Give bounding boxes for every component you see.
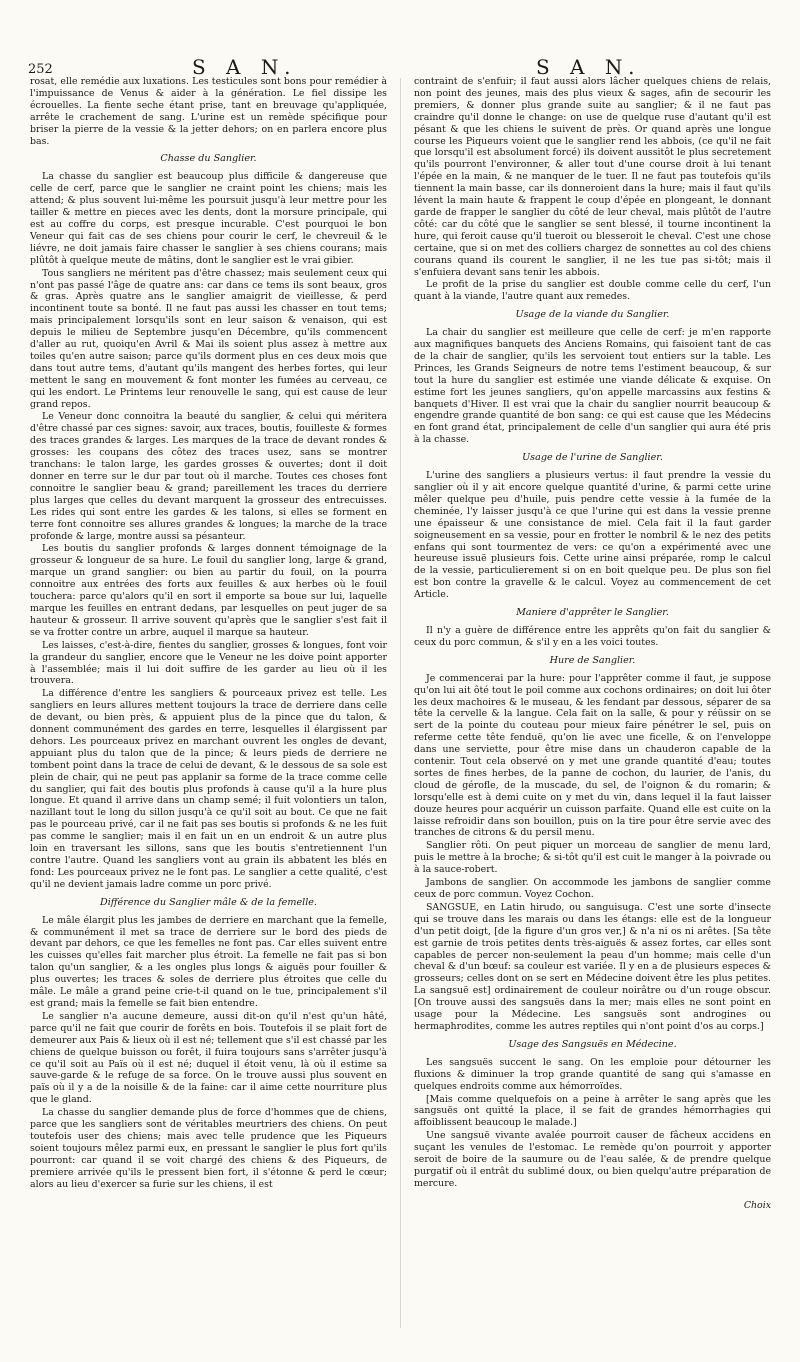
section-heading: Maniere d'apprêter le Sanglier.	[516, 607, 669, 619]
paragraph: [Mais comme quelquefois on a peine à arrêter le sang après que les sangsuës ont quitté la place, il se fait de grandes hémorrhagies qui affoiblissent beaucoup le malade.]	[414, 1093, 771, 1129]
section-heading: Usage des Sangsuës en Médecine.	[508, 1038, 677, 1050]
paragraph: Les laisses, c'est-à-dire, fientes du sanglier, grosses & longues, font voir la grandeur du sanglier, encore que le Veneur ne les doive point apporter à l'assemblée; mais il lui doit suffire de les garder au lieu où il les trouvera.	[30, 639, 387, 687]
paragraph: La différence d'entre les sangliers & pourceaux privez est telle. Les sangliers en leurs allures mettent toujours la trace de derriere dans celle de devant, ou bien près, & appuient plus de la pince que du talon, & donnent communément des gardes en terre, lesquelles il élargissent par dehors. Les pourceaux privez en marchant ouvrent les ongles de devant, appuiant plus du talon que de la pince; & leurs pieds de derriere ne tombent point dans la trace de celui de devant, & le dessous de sa sole est plein de chair, qui ne peut pas applanir sa forme de la trace comme celle du sanglier, qui fait des boutis plus profonds à cause qu'il a la hure plus longue. Et quand il arrive dans un champ semé; il fuit volontiers un talon, nazillant tout le long du sillon jusqu'à ce qu'il soit au bout. Ce que ne fait pas le pourceau privé, car il ne fait pas ses boutis si profonds & ne les fuit pas comme le sanglier; mais il en fait un en un endroit & un autre plus loin en traversant les sillons, sans que les boutis s'entretiennent l'un contre l'autre. Quand les sangliers vont au grain ils abbatent les blés en fond: Les pourceaux privez ne le font pas. Le sanglier a cette qualité, c'est qu'il ne devient jamais ladre comme un porc privé.	[30, 688, 387, 890]
running-head-left: S A N.	[192, 55, 298, 79]
paragraph: Les sangsuës succent le sang. On les emploie pour détourner les fluxions & diminuer la trop grande quantité de sang qui s'amasse en quelques endroits comme aux hémorroïdes.	[414, 1056, 771, 1092]
paragraph: La chair du sanglier est meilleure que celle de cerf: je m'en rapporte aux magnifiques banquets des Anciens Romains, qui faisoient tant de cas de la chair de sanglier, qu'ils les servoient tout entiers sur la table. Les Princes, les Grands Seigneurs de notre tems l'estiment beaucoup, & sur tout la hure du sanglier est estimée une viande délicate & exquise. On estime fort les jeunes sangliers, qu'on appelle marcassins aux festins & banquets d'Hiver. Il est vrai que la chair du sanglier nourrit beaucoup & engendre grande quantité de bon sang: ce qui est cause que les Médecins en font grand état, principalement de celle d'un sanglier qui aura été pris à la chasse.	[414, 327, 771, 446]
section-heading: Usage de la viande du Sanglier.	[515, 309, 670, 321]
running-head-right: S A N.	[536, 55, 642, 79]
paragraph: Tous sangliers ne méritent pas d'être chassez; mais seulement ceux qui n'ont pas passé l'âge de quatre ans: car dans ce tems ils sont beaux, gros & gras. Après quatre ans le sanglier amaigrit de vieillesse, & perd incontinent toute sa bonté. Il ne faut pas aussi les chasser en tout tems; mais principalement lorsqu'ils sont en leur saison & venaison, qui est depuis le milieu de Septembre jusqu'en Décembre, qu'ils commencent d'aller au rut, quoiqu'en Avril & Mai ils soient plus assez à mettre aux toiles qu'en autre saison; parce qu'ils dorment plus en ces deux mois que dans tout autre tems, d'autant qu'ils mangent des herbes fortes, qui leur mettent le sang en mouvement & font monter les fumées au cerveau, ce qui les endort. Le Printems leur renouvelle le sang, qui est cause de leur grand repos.	[30, 267, 387, 410]
paragraph: Les boutis du sanglier profonds & larges donnent témoignage de la grosseur & longueur de sa hure. Le fouil du sanglier long, large & grand, marque un grand sanglier: ou bien au partir du fouil, on la pourra connoitre aux entrées des forts aux feuilles & aux herbes où le fouil touchera: parce qu'alors qu'il en sort il emporte sa boue sur lui, laquelle marque les feuilles en entrant dedans, par lesquelles on peut juger de sa hauteur & grosseur. Il arrive souvent qu'après que le sanglier s'est fait il se va frotter contre un arbre, auquel il marque sa hauteur.	[30, 543, 387, 638]
column-divider	[400, 78, 401, 1328]
paragraph: Le Veneur donc connoitra la beauté du sanglier, & celui qui méritera d'être chassé par ces signes: savoir, aux traces, boutis, fouilleste & formes des traces grandes & larges. Les marques de la trace de devant rondes & grosses: les coupans des côtez des traces usez, sans se montrer tranchans: le talon large, les gardes grosses & ouvertes; dont il doit donner en terre sur le dur par tout où il marche. Toutes ces choses font connoitre le sanglier beau & grand; pareillement les traces du derriere plus larges que celles du devant marquent la grosseur des entrecuisses. Les rides qui sont entre les gardes & les talons, si elles se forment en terre font connoitre ses allures grandes & longues; la marche de la trace profonde & large, montre aussi sa pésanteur.	[30, 411, 387, 542]
paragraph: La chasse du sanglier est beaucoup plus difficile & dangereuse que celle de cerf, parce que le sanglier ne craint point les chiens; mais les attend; & plus souvent lui-même les poursuit jusqu'à leur mettre pour les tailler & mettre en pieces avec les dents, dont la morsure principale, qui est au coffre du corps, est presque incurable. C'est pourquoi le bon Veneur qui fait cas de ses chiens pour courir le cerf, le chevreuil & le liévre, ne doit jamais faire chasser le sanglier à ses chiens courans; mais plûtôt à quelque meute de mâtins, dont le sanglier est le vrai gibier.	[30, 171, 387, 266]
page-number: 252	[28, 62, 53, 77]
paragraph: SANGSUE, en Latin hirudo, ou sanguisuga. C'est une sorte d'insecte qui se trouve dans les marais ou dans les étangs: elle est de la longueur d'un petit doigt, [de la figure d'un gros ver,] & n'a ni os ni arêtes. [Sa tête est garnie de trois petites dents très-aiguës & assez fortes, car elles sont capables de percer non-seulement la peau d'un homme; mais celle d'un cheval & d'un bœuf: sa couleur est variée. Il y en a de plusieurs especes & grosseurs; celles dont on se sert en Médecine doivent être les plus petites. La sangsuë est] ordinairement de couleur noirâtre ou d'un rouge obscur. [On trouve aussi des sangsuës dans la mer; mais elles ne sont point en usage pour la Médecine. Les sangsuës sont androgines ou hermaphrodites, comme les autres reptiles qui n'ont point d'os au corps.]	[414, 901, 771, 1032]
paragraph: Jambons de sanglier. On accommode les jambons de sanglier comme ceux de porc commun. Voyez Cochon.	[414, 877, 771, 900]
section-heading: Différence du Sanglier mâle & de la femelle.	[100, 896, 317, 908]
paragraph: Je commencerai par la hure: pour l'apprêter comme il faut, je suppose qu'on lui ait ôté tout le poil comme aux cochons ordinaires; on doit lui ôter les deux machoires & le museau, & les fendant par dessous, séparer de sa tête la cervelle & la langue. Cela fait on la salle, & pour y réüssir on se sert de la pointe du couteau pour mieux faire pénétrer le sel, puis on referme cette tête fenduë, qu'on lie avec une ficelle, & on l'enveloppe dans une serviette, pour être mise dans un chauderon capable de la contenir. Tout cela observé on y met une grande quantité d'eau; toutes sortes de fines herbes, de la panne de cochon, du laurier, de l'anis, du cloud de gérofle, de la muscade, du sel, de l'oignon & du romarin; & lorsqu'elle est à demi cuite on y met du vin, dans lequel il la faut laisser douze heures pour acquérir un cuisson parfaite. Quand elle est cuite on la laisse refroidir dans son bouillon, puis on la tire pour être servie avec des tranches de citrons & du persil menu.	[414, 672, 771, 839]
paragraph: Il n'y a guère de différence entre les apprêts qu'on fait du sanglier & ceux du porc commun, & s'il y en a les voici toutes.	[414, 624, 771, 648]
section-heading: Usage de l'urine de Sanglier.	[522, 452, 663, 464]
section-heading: Hure de Sanglier.	[549, 654, 636, 666]
paragraph: La chasse du sanglier demande plus de force d'hommes que de chiens, parce que les sangliers sont de véritables meurtriers des chiens. On peut toutefois user des chiens; mais avec telle prudence que les Piqueurs soient toujours mêlez parmi eux, en pressant le sanglier le plus fort qu'ils pourront: car quand il se voit chargé des chiens & des Piqueurs, de premiere arrivée qu'ils le pressent bien fort, il s'étonne & perd le cœur; alors au lieu d'exercer sa furie sur les chiens, il est	[30, 1107, 387, 1190]
paragraph: L'urine des sangliers a plusieurs vertus: il faut prendre la vessie du sanglier où il y ait encore quelque quantité d'urine, & parmi cette urine mêler quelque peu d'huile, puis pendre cette vessie à la fumée de la cheminée, l'y laisser jusqu'à ce que l'urine qui est dans la vessie prenne une épaisseur & une consistance de miel. Cela fait il la faut garder soigneusement en sa vessie, pour en frotter le nombril & le nez des petits enfans qui sont tourmentez de vers: ce qu'on a expérimenté avec une heureuse issuë plusieurs fois. Cette urine ainsi préparée, romp le calcul de la vessie, particulierement si on en boit quelque peu. De plus son fiel est bon contre la gravelle & le calcul. Voyez au commencement de cet Article.	[414, 470, 771, 601]
paragraph: Le mâle élargit plus les jambes de derriere en marchant que la femelle, & communément il met sa trace de derriere sur le bord des pieds de devant par dehors, ce que les femelles ne font pas. Car elles suivent entre les cuisses qu'elles fait marcher plus étroit. La femelle ne fait pas si bon talon qu'un sanglier, & a les ongles plus longs & aiguës pour fouiller & plus ouvertes; les traces & soles de derriere plus étroites que celle du mâle. Le mâle a grand peine crie-t-il quand on le tue, principalement s'il est grand; mais la femelle se fait bien entendre.	[30, 914, 387, 1009]
paragraph: contraint de s'enfuir; il faut aussi alors lâcher quelques chiens de relais, non point des jeunes, mais des plus vieux & sages, afin de secourir les premiers, & donner plus grande suite au sanglier; & il ne faut pas craindre qu'il donne le change: on use de quelque ruse d'autant qu'il est pésant & que les chiens le suivent de près. Or quand après une longue course les Piqueurs voient que le sanglier rend les abbois, (ce qu'il ne fait que lorsqu'il est absolument forcé) ils doivent aussitôt le plus secretement qu'ils pourront l'environner, & aller tout d'une course droit à lui tenant l'épée en la main, & ne manquer de le tuer. Il ne faut pas toutefois qu'ils tiennent la main basse, car ils donneroient dans la hure; mais il faut qu'ils lévent la main haute & frappent le coup d'épée en plongeant, le donnant garde de frapper le sanglier du côté de leur cheval, mais plûtôt de l'autre côté: car du côté que le sanglier se sent blessé, il tourne incontinent la hure, qui feroit cause qu'il tueroit ou blesseroit le cheval. C'est une chose certaine, que si on met des colliers chargez de sonnettes au col des chiens courans quand ils courent le sanglier, il ne les tue pas si-tôt; mais il s'enfuiera devant sans tenir les abbois.	[414, 76, 771, 278]
paragraph: Sanglier rôti. On peut piquer un morceau de sanglier de menu lard, puis le mettre à la broche; & si-tôt qu'il est cuit le manger à la poivrade ou à la sauce-robert.	[414, 840, 771, 876]
paragraph: Une sangsuë vivante avalée pourroit causer de fâcheux accidens en suçant les venules de l'estomac. Le remède qu'on pourroit y apporter seroit de boire de la saumure ou de l'eau salée, & de prendre quelque purgatif où il entrât du sublimé doux, ou bien quelqu'autre préparation de mercure.	[414, 1130, 771, 1189]
paragraph: rosat, elle remédie aux luxations. Les testicules sont bons pour remédier à l'impuissance de Venus & aider à la génération. Le fiel dissipe les écrouelles. La fiente seche étant prise, tant en breuvage qu'appliquée, arrête le crachement de sang. L'urine est un remède spécifique pour briser la pierre de la vessie & la jetter dehors; on en parlera encore plus bas.	[30, 76, 387, 147]
section-heading: Chasse du Sanglier.	[160, 153, 257, 165]
left-column	[30, 76, 387, 1331]
paragraph: Le profit de la prise du sanglier est double comme celle du cerf, l'un quant à la viande, l'autre quant aux remedes.	[414, 279, 771, 303]
catchword: Choix	[743, 1199, 771, 1211]
paragraph: Le sanglier n'a aucune demeure, aussi dit-on qu'il n'est qu'un hâté, parce qu'il ne fait que courir de forêts en bois. Toutefois il se plait fort de demeurer aux Pais & lieux où il est né; tellement que s'il est chassé par les chiens de quelque buisson ou forêt, il fuira toujours sans s'arrêter jusqu'à ce qu'il soit au Païs où il est né; duquel il étoit venu, là où il estime sa sauve-garde & le refuge de sa force. On le trouve aussi plus souvent en païs où il y a de la noisille & de la faine: car il aime cette nourriture plus que le gland.	[30, 1010, 387, 1106]
right-column	[414, 76, 771, 1331]
